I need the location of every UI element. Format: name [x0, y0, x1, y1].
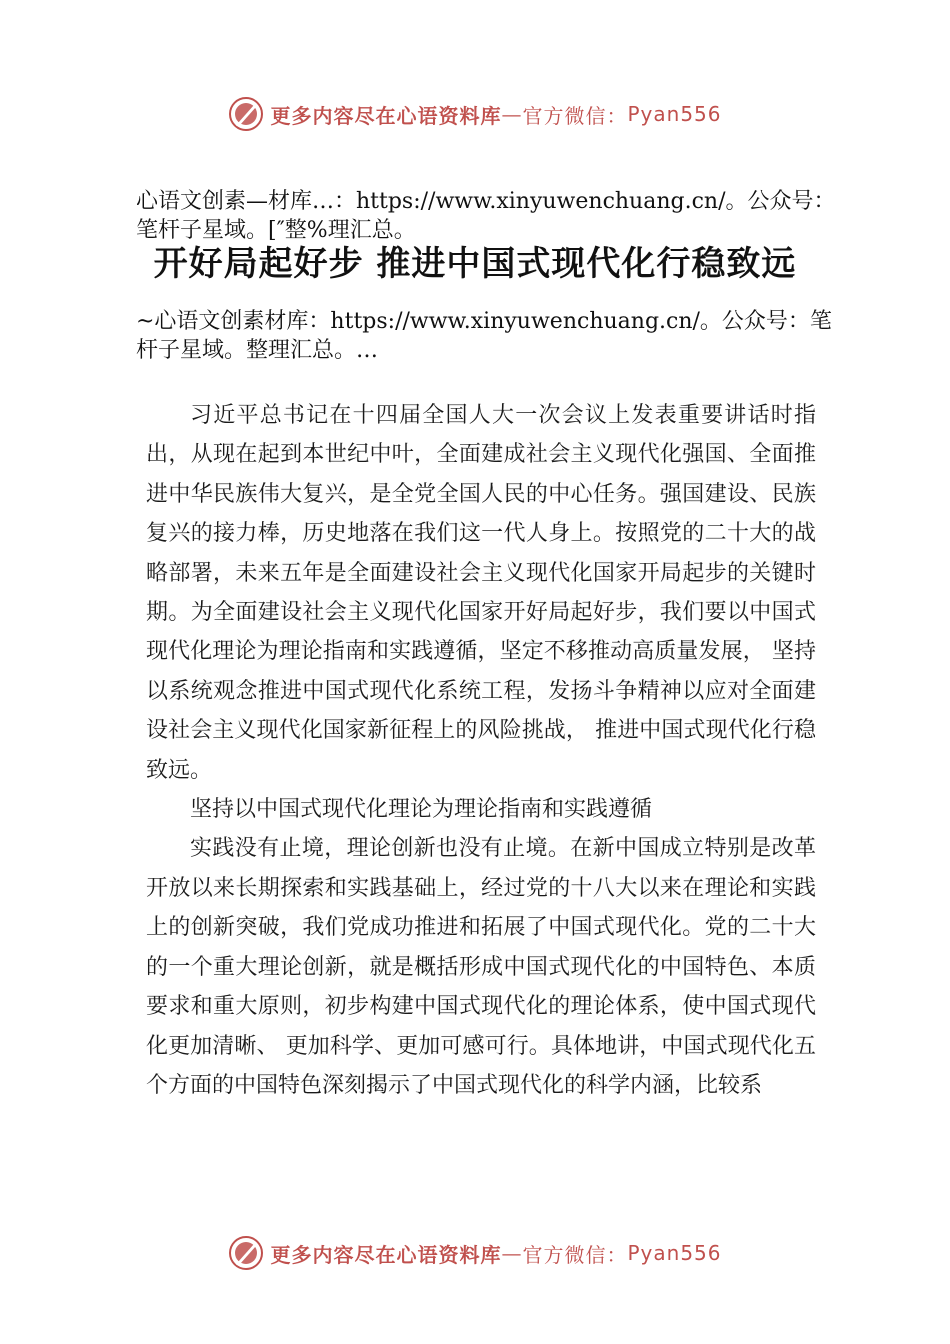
- pen-seal-icon: [228, 1235, 264, 1271]
- banner-dash: —: [501, 102, 523, 126]
- header-banner: [0, 94, 950, 134]
- section-heading: 坚持以中国式现代化理论为理论指南和实践遵循: [190, 797, 653, 823]
- paragraph: 习近平总书记在十四届全国人大一次会议上发表重要讲话时指出，从现在起到本世纪中叶，全面建成社会主义现代化强国、全面推进中华民族伟大复兴，是全党全国人民的中心任务。强国建设、民族复兴的接力棒，历史地落在我们这一代人身上。按照党的二十大的战略部署，未来五年是全面建设社会主义现代化国家开局起步的关键时期。为全面建设社会主义现代化国家开好局起好步，我们要以中国式现代化理论为理论指南和实践遵循，坚定不移推动高质量发展， 坚持以系统观念推进中国式现代化系统工程，发扬斗争精神以应对全面建设社会主义现代化国家新征程上的风险挑战， 推进中国式现代化行稳致远。: [146, 403, 816, 783]
- source-note-middle: ~心语文创素材库：https://www.xinyuwenchuang.cn/。公众号：笔杆子星域。整理汇总。…: [136, 309, 832, 363]
- footer-banner: [0, 1233, 950, 1273]
- banner-wechat-id: Pyan556: [627, 1241, 722, 1265]
- article-title: 开好局起好步 推进中国式现代化行稳致远: [153, 244, 797, 284]
- source-note-top: 心语文创素—材库…：https://www.xinyuwenchuang.cn/。公众号：笔杆子星域。[″整%理汇总。: [136, 189, 836, 243]
- banner-dash: —: [501, 1241, 523, 1265]
- banner-brand: 更多内容尽在心语资料库: [270, 1242, 502, 1267]
- paragraph: 实践没有止境，理论创新也没有止境。在新中国成立特别是改革开放以来长期探索和实践基础上，经过党的十八大以来在理论和实践上的创新突破，我们党成功推进和拓展了中国式现代化。党的二十大的一个重大理论创新，就是概括形成中国式现代化的中国特色、本质要求和重大原则，初步构建中国式现代化的理论体系，使中国式现代化更加清晰、 更加科学、更加可感可行。具体地讲，中国式现代化五个方面的中国特色深刻揭示了中国式现代化的科学内涵，比较系: [146, 836, 816, 1098]
- banner-wechat-label: 官方微信：: [522, 103, 628, 128]
- pen-seal-icon: [228, 96, 264, 132]
- banner-wechat-label: 官方微信：: [522, 1242, 628, 1267]
- banner-wechat-id: Pyan556: [627, 102, 722, 126]
- article-body: [146, 396, 816, 1105]
- banner-brand: 更多内容尽在心语资料库: [270, 103, 502, 128]
